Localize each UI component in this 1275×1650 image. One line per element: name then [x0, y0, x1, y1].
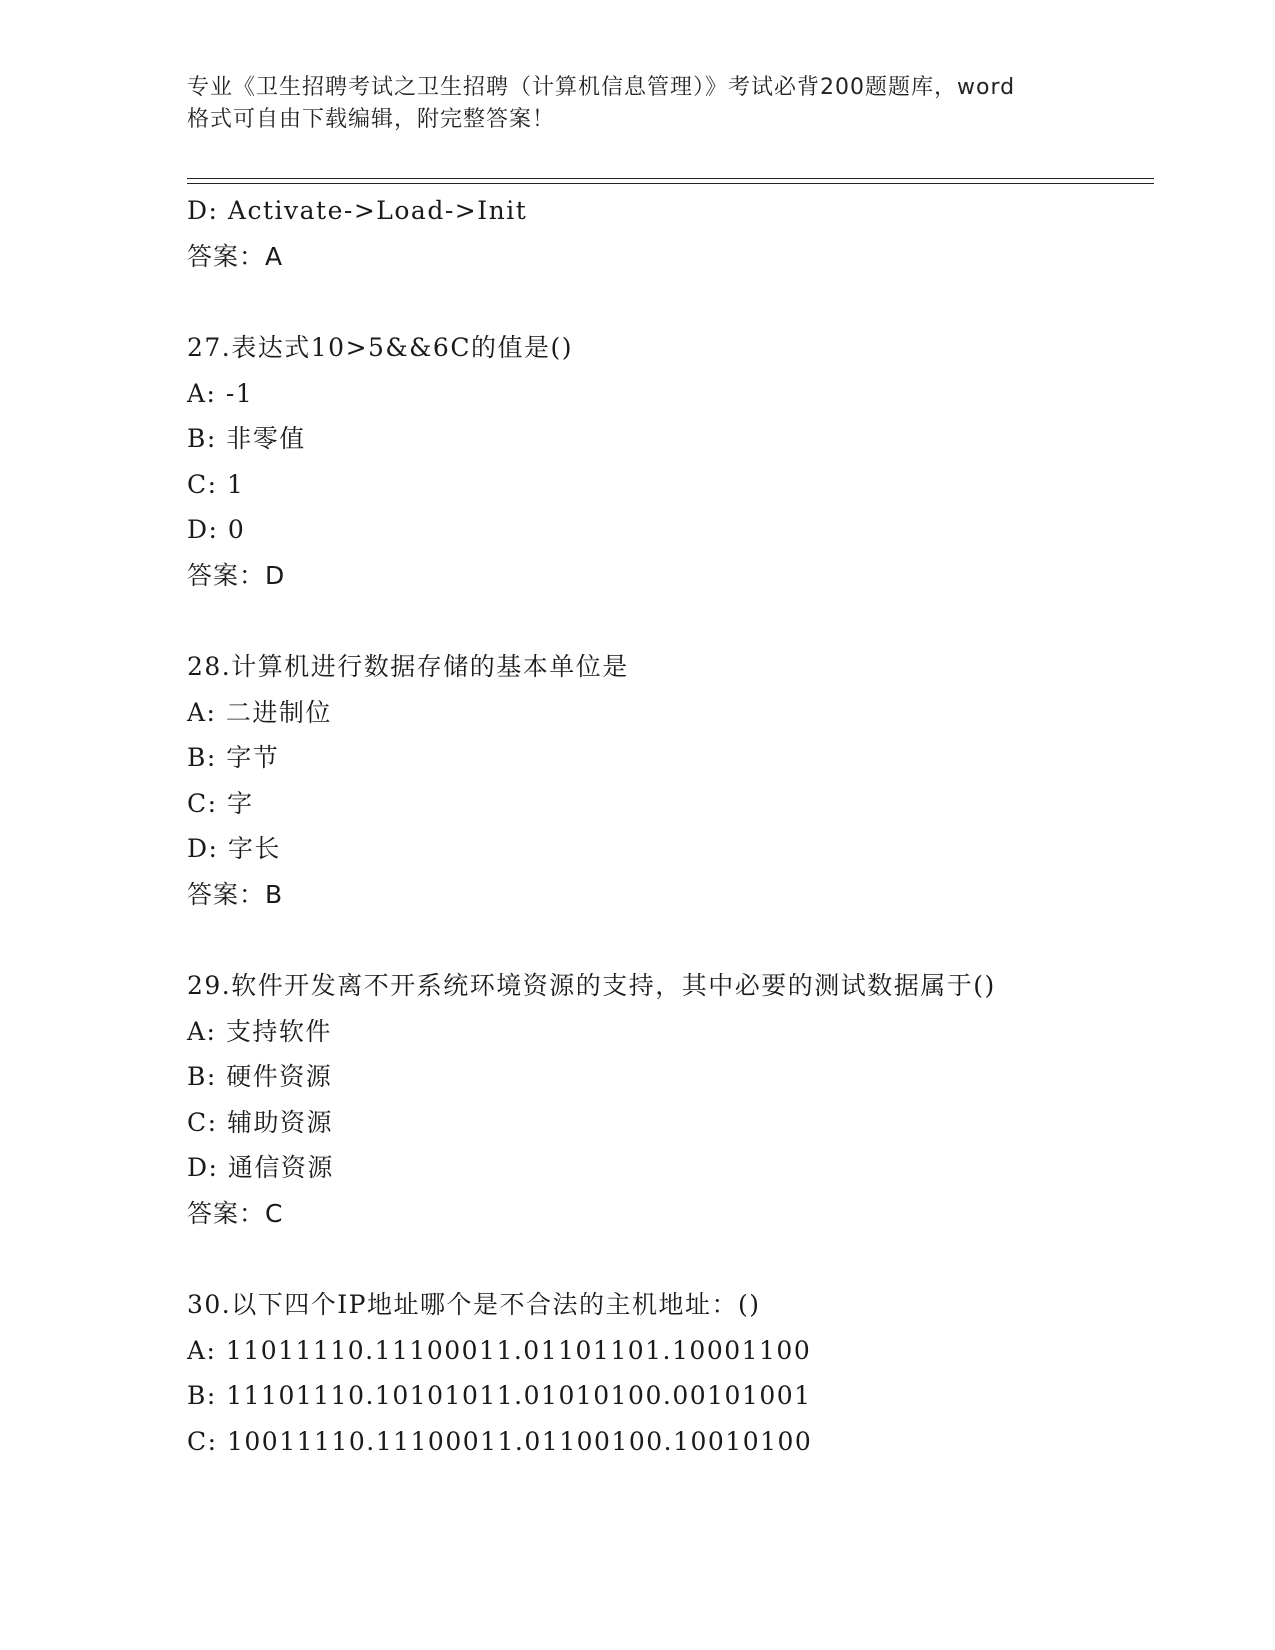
- option-a: A: 二进制位: [187, 697, 332, 727]
- question-stem: 29.软件开发离不开系统环境资源的支持，其中必要的测试数据属于(): [187, 971, 996, 1000]
- header-divider-top: [187, 178, 1154, 179]
- option-d: D: 通信资源: [187, 1153, 334, 1182]
- header-line-2: 格式可自由下载编辑，附完整答案！: [187, 107, 556, 132]
- option-b: B: 字节: [187, 743, 280, 772]
- question-block-prev: [187, 188, 1147, 279]
- option-a: A: -1: [187, 378, 254, 408]
- option-b: B: 11101110.10101011.01010100.00101001: [187, 1381, 812, 1410]
- option-c: C: 字: [187, 788, 254, 818]
- header-divider-bottom: [187, 183, 1154, 184]
- question-stem: 27.表达式10>5&&6C的值是(): [187, 333, 573, 362]
- option-c: C: 1: [187, 469, 245, 499]
- option-a: A: 支持软件: [187, 1016, 332, 1046]
- option-b: B: 非零值: [187, 424, 306, 453]
- question-stem: 28.计算机进行数据存储的基本单位是: [187, 652, 629, 681]
- question-block-30: [187, 1282, 1147, 1464]
- question-stem: 30.以下四个IP地址哪个是不合法的主机地址：(): [187, 1290, 761, 1319]
- spacer: [187, 279, 1147, 325]
- option-d: D: Activate->Load->Init: [187, 196, 528, 225]
- question-block-27: [187, 325, 1147, 598]
- answer-line: 答案：C: [187, 1198, 284, 1228]
- option-b: B: 硬件资源: [187, 1062, 333, 1091]
- header-line-1: 专业《卫生招聘考试之卫生招聘（计算机信息管理）》考试必背200题题库，word: [187, 75, 1016, 100]
- option-c: C: 10011110.11100011.01100100.10010100: [187, 1426, 813, 1456]
- option-c: C: 辅助资源: [187, 1107, 333, 1137]
- question-list: [187, 188, 1147, 1464]
- spacer: [187, 598, 1147, 644]
- question-block-28: [187, 644, 1147, 917]
- document-header: [187, 72, 1087, 136]
- spacer: [187, 1236, 1147, 1282]
- spacer: [187, 917, 1147, 963]
- answer-line: 答案：D: [187, 560, 286, 590]
- answer-line: 答案：A: [187, 241, 284, 271]
- answer-line: 答案：B: [187, 879, 284, 909]
- question-block-29: [187, 963, 1147, 1236]
- option-a: A: 11011110.11100011.01101101.10001100: [187, 1335, 812, 1365]
- option-d: D: 字长: [187, 834, 281, 863]
- option-d: D: 0: [187, 515, 246, 544]
